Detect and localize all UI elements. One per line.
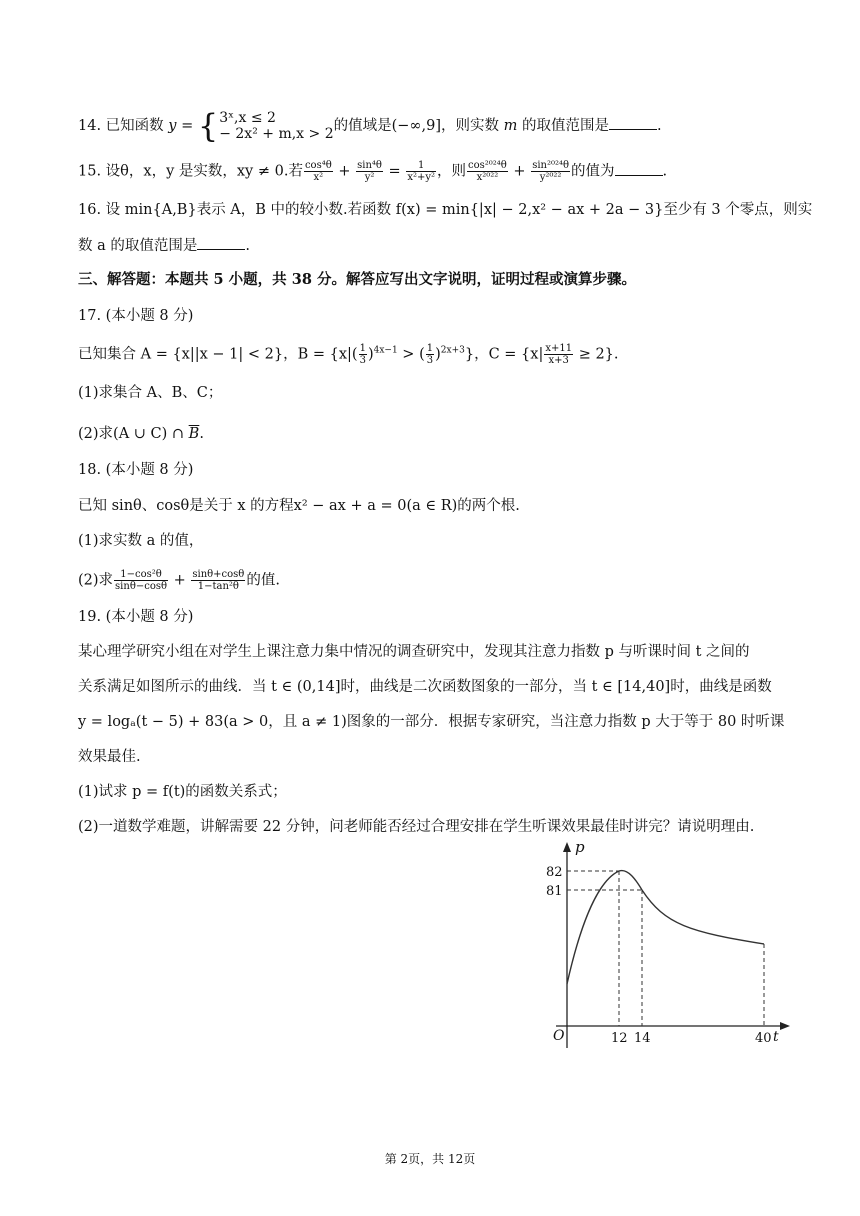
q14-suffix: 的取值范围是 bbox=[517, 118, 609, 134]
q15-mid: ，则 bbox=[437, 163, 466, 180]
question-16-line-2 bbox=[78, 235, 250, 256]
section-3-heading: 三、解答题：本题共 5 小题，共 38 分。解答应写出文字说明，证明过程或演算步骤。 bbox=[78, 271, 636, 288]
origin-label: O bbox=[553, 1028, 565, 1044]
q14-case-2: − 2x² + m,x > 2 bbox=[219, 126, 334, 142]
q15-f4-den: x²⁰²² bbox=[476, 172, 499, 183]
piecewise-cases bbox=[219, 110, 333, 142]
q19-stem-line-1: 某心理学研究小组在对学生上课注意力集中情况的调查研究中，发现其注意力指数 p 与听课时间 t 之间的 bbox=[78, 644, 750, 660]
q14-middle: 的值域是(−∞,9]，则实数 bbox=[333, 118, 504, 134]
q17-stem-b: > ( bbox=[397, 346, 425, 363]
y-tick-81: 81 bbox=[546, 884, 563, 899]
q18-fraction-2 bbox=[191, 569, 245, 592]
q18-f2-num: sinθ+cosθ bbox=[192, 569, 245, 580]
q19-stem-line-3: y = logₐ(t − 5) + 83(a > 0，且 a ≠ 1)图象的一部分．根据专家研究，当注意力指数 p 大于等于 80 时听课 bbox=[78, 714, 785, 730]
brace-symbol: { bbox=[197, 107, 219, 145]
q14-answer-blank bbox=[609, 115, 657, 130]
y-axis-arrow bbox=[563, 842, 571, 852]
x-tick-12: 12 bbox=[611, 1031, 628, 1046]
q15-f2-num: sin⁴θ bbox=[357, 160, 382, 171]
q17-base1-den: 3 bbox=[359, 355, 366, 366]
x-axis-arrow bbox=[780, 1022, 790, 1030]
q18-p2-prefix: (2)求 bbox=[78, 572, 114, 589]
q14-var: m bbox=[503, 118, 518, 134]
q17-base1-num: 1 bbox=[359, 343, 366, 354]
q17-stem-c: }，C = {x| bbox=[464, 346, 544, 363]
x-axis-label: t bbox=[773, 1029, 779, 1045]
q18-f2-den: 1−tan²θ bbox=[197, 581, 239, 592]
q15-end: . bbox=[662, 163, 668, 180]
q17-base2-den: 3 bbox=[426, 355, 434, 366]
q15-f1-den: x² bbox=[313, 172, 324, 183]
q15-fraction-1 bbox=[304, 160, 333, 183]
q17-stem-d: ≥ 2}. bbox=[574, 346, 619, 363]
q18-f1-den: sinθ−cosθ bbox=[115, 581, 167, 592]
q17-base2-num: 1 bbox=[426, 343, 434, 354]
q17-stem-a: 已知集合 A = {x||x − 1| < 2}，B = {x|( bbox=[78, 346, 358, 363]
q17-stem: 已知集合 A = {x||x − 1| < 2}，B = {x|( $\frac{1}{3}$ )$^{4x-1}$ > ( $\frac{1}{3}$ )$^{2x+3}$}，C = {x| $\frac{x+11}{x+3}$ ≥ 2}. bbox=[78, 343, 619, 366]
q15-f5-num: sin²⁰²⁴θ bbox=[532, 160, 570, 171]
q18-part-2 bbox=[78, 569, 280, 592]
q15-fraction-2 bbox=[356, 160, 383, 183]
y-axis-label: p bbox=[575, 838, 585, 856]
q16-line2-prefix: 数 a 的取值范围是 bbox=[78, 238, 198, 254]
q17-c-fraction bbox=[544, 343, 573, 366]
q18-heading: 18. (本小题 8 分) bbox=[78, 462, 194, 478]
q14-case-1: 3ˣ,x ≤ 2 bbox=[219, 110, 276, 126]
q15-f3-num: 1 bbox=[406, 160, 436, 172]
q15-plus-1: + bbox=[338, 163, 351, 180]
q17-exp-1: 4x−1 bbox=[373, 345, 398, 356]
q15-answer-blank bbox=[615, 161, 663, 176]
x-tick-40: 40 bbox=[755, 1031, 772, 1046]
page-footer: 第 2页，共 12页 bbox=[384, 1152, 476, 1166]
question-16-line-1: 16. 设 min{A,B}表示 A，B 中的较小数.若函数 f(x) = min{|x| − 2,x² − ax + 2a − 3}至少有 3 个零点，则实 bbox=[78, 202, 813, 218]
q14-prefix: 14. 已知函数 bbox=[78, 118, 169, 134]
attention-curve bbox=[567, 871, 764, 984]
q18-p2-end: 的值. bbox=[246, 572, 280, 589]
q17-base-1 bbox=[359, 343, 367, 366]
q16-answer-blank bbox=[197, 235, 245, 250]
q19-stem-line-2: 关系满足如图所示的曲线．当 t ∈ (0,14]时，曲线是二次函数图象的一部分，当 t ∈ [14,40]时，曲线是函数 bbox=[78, 679, 772, 695]
q19-heading: 19. (本小题 8 分) bbox=[78, 609, 194, 625]
question-14: 14. 已知函数 y = { 3ˣ,x ≤ 2 − 2x² + m,x > 2 的值域是(−∞,9]，则实数 m 的取值范围是 . bbox=[78, 107, 662, 145]
q17-base-2 bbox=[426, 343, 434, 366]
q18-plus: + bbox=[173, 572, 186, 589]
q17-part-1: (1)求集合 A、B、C； bbox=[78, 385, 223, 401]
q15-f2-den: y² bbox=[364, 172, 375, 183]
y-tick-82: 82 bbox=[546, 865, 563, 880]
q15-prefix: 15. 设θ，x，y 是实数，xy ≠ 0.若 bbox=[78, 163, 303, 180]
q18-stem: 已知 sinθ、cosθ是关于 x 的方程x² − ax + a = 0(a ∈ R)的两个根. bbox=[78, 498, 520, 514]
question-15 bbox=[78, 160, 667, 183]
q15-f3-den: x²+y² bbox=[407, 172, 435, 183]
q17-heading: 17. (本小题 8 分) bbox=[78, 308, 194, 324]
q15-f1-num: cos⁴θ bbox=[304, 160, 332, 171]
x-tick-14: 14 bbox=[634, 1031, 651, 1046]
q17-part-2 bbox=[78, 424, 204, 444]
q15-equals: = bbox=[388, 163, 401, 180]
q18-f1-num: 1−cos²θ bbox=[114, 569, 168, 581]
q15-plus-2: + bbox=[513, 163, 526, 180]
q15-suffix: 的值为 bbox=[571, 163, 615, 180]
q16-end: . bbox=[245, 238, 250, 254]
q15-fraction-3 bbox=[406, 160, 436, 183]
q15-fraction-5 bbox=[531, 160, 570, 183]
q19-part-2: (2)一道数学难题，讲解需要 22 分钟，问老师能否经过合理安排在学生听课效果最佳时讲完？请说明理由. bbox=[78, 819, 755, 835]
q19-part-1: (1)试求 p = f(t)的函数关系式； bbox=[78, 784, 287, 800]
q17-exp-2: 2x+3 bbox=[440, 345, 465, 356]
q17-p2-prefix: (2)求(A ∪ C) ∩ bbox=[78, 426, 189, 442]
q17-c-num: x+11 bbox=[545, 343, 573, 354]
q14-end: . bbox=[656, 118, 662, 134]
q19-stem-line-4: 效果最佳. bbox=[78, 749, 141, 765]
q15-f5-den: y²⁰²² bbox=[539, 172, 562, 183]
q17-c-den: x+3 bbox=[548, 355, 569, 366]
q15-f4-num: cos²⁰²⁴θ bbox=[468, 160, 507, 171]
q17-complement-b: $\overline{B}$ bbox=[188, 426, 200, 442]
q17-p2-end: . bbox=[199, 426, 204, 442]
q18-fraction-1 bbox=[114, 569, 168, 592]
q15-fraction-4 bbox=[467, 160, 508, 183]
q18-part-1: (1)求实数 a 的值， bbox=[78, 533, 204, 549]
